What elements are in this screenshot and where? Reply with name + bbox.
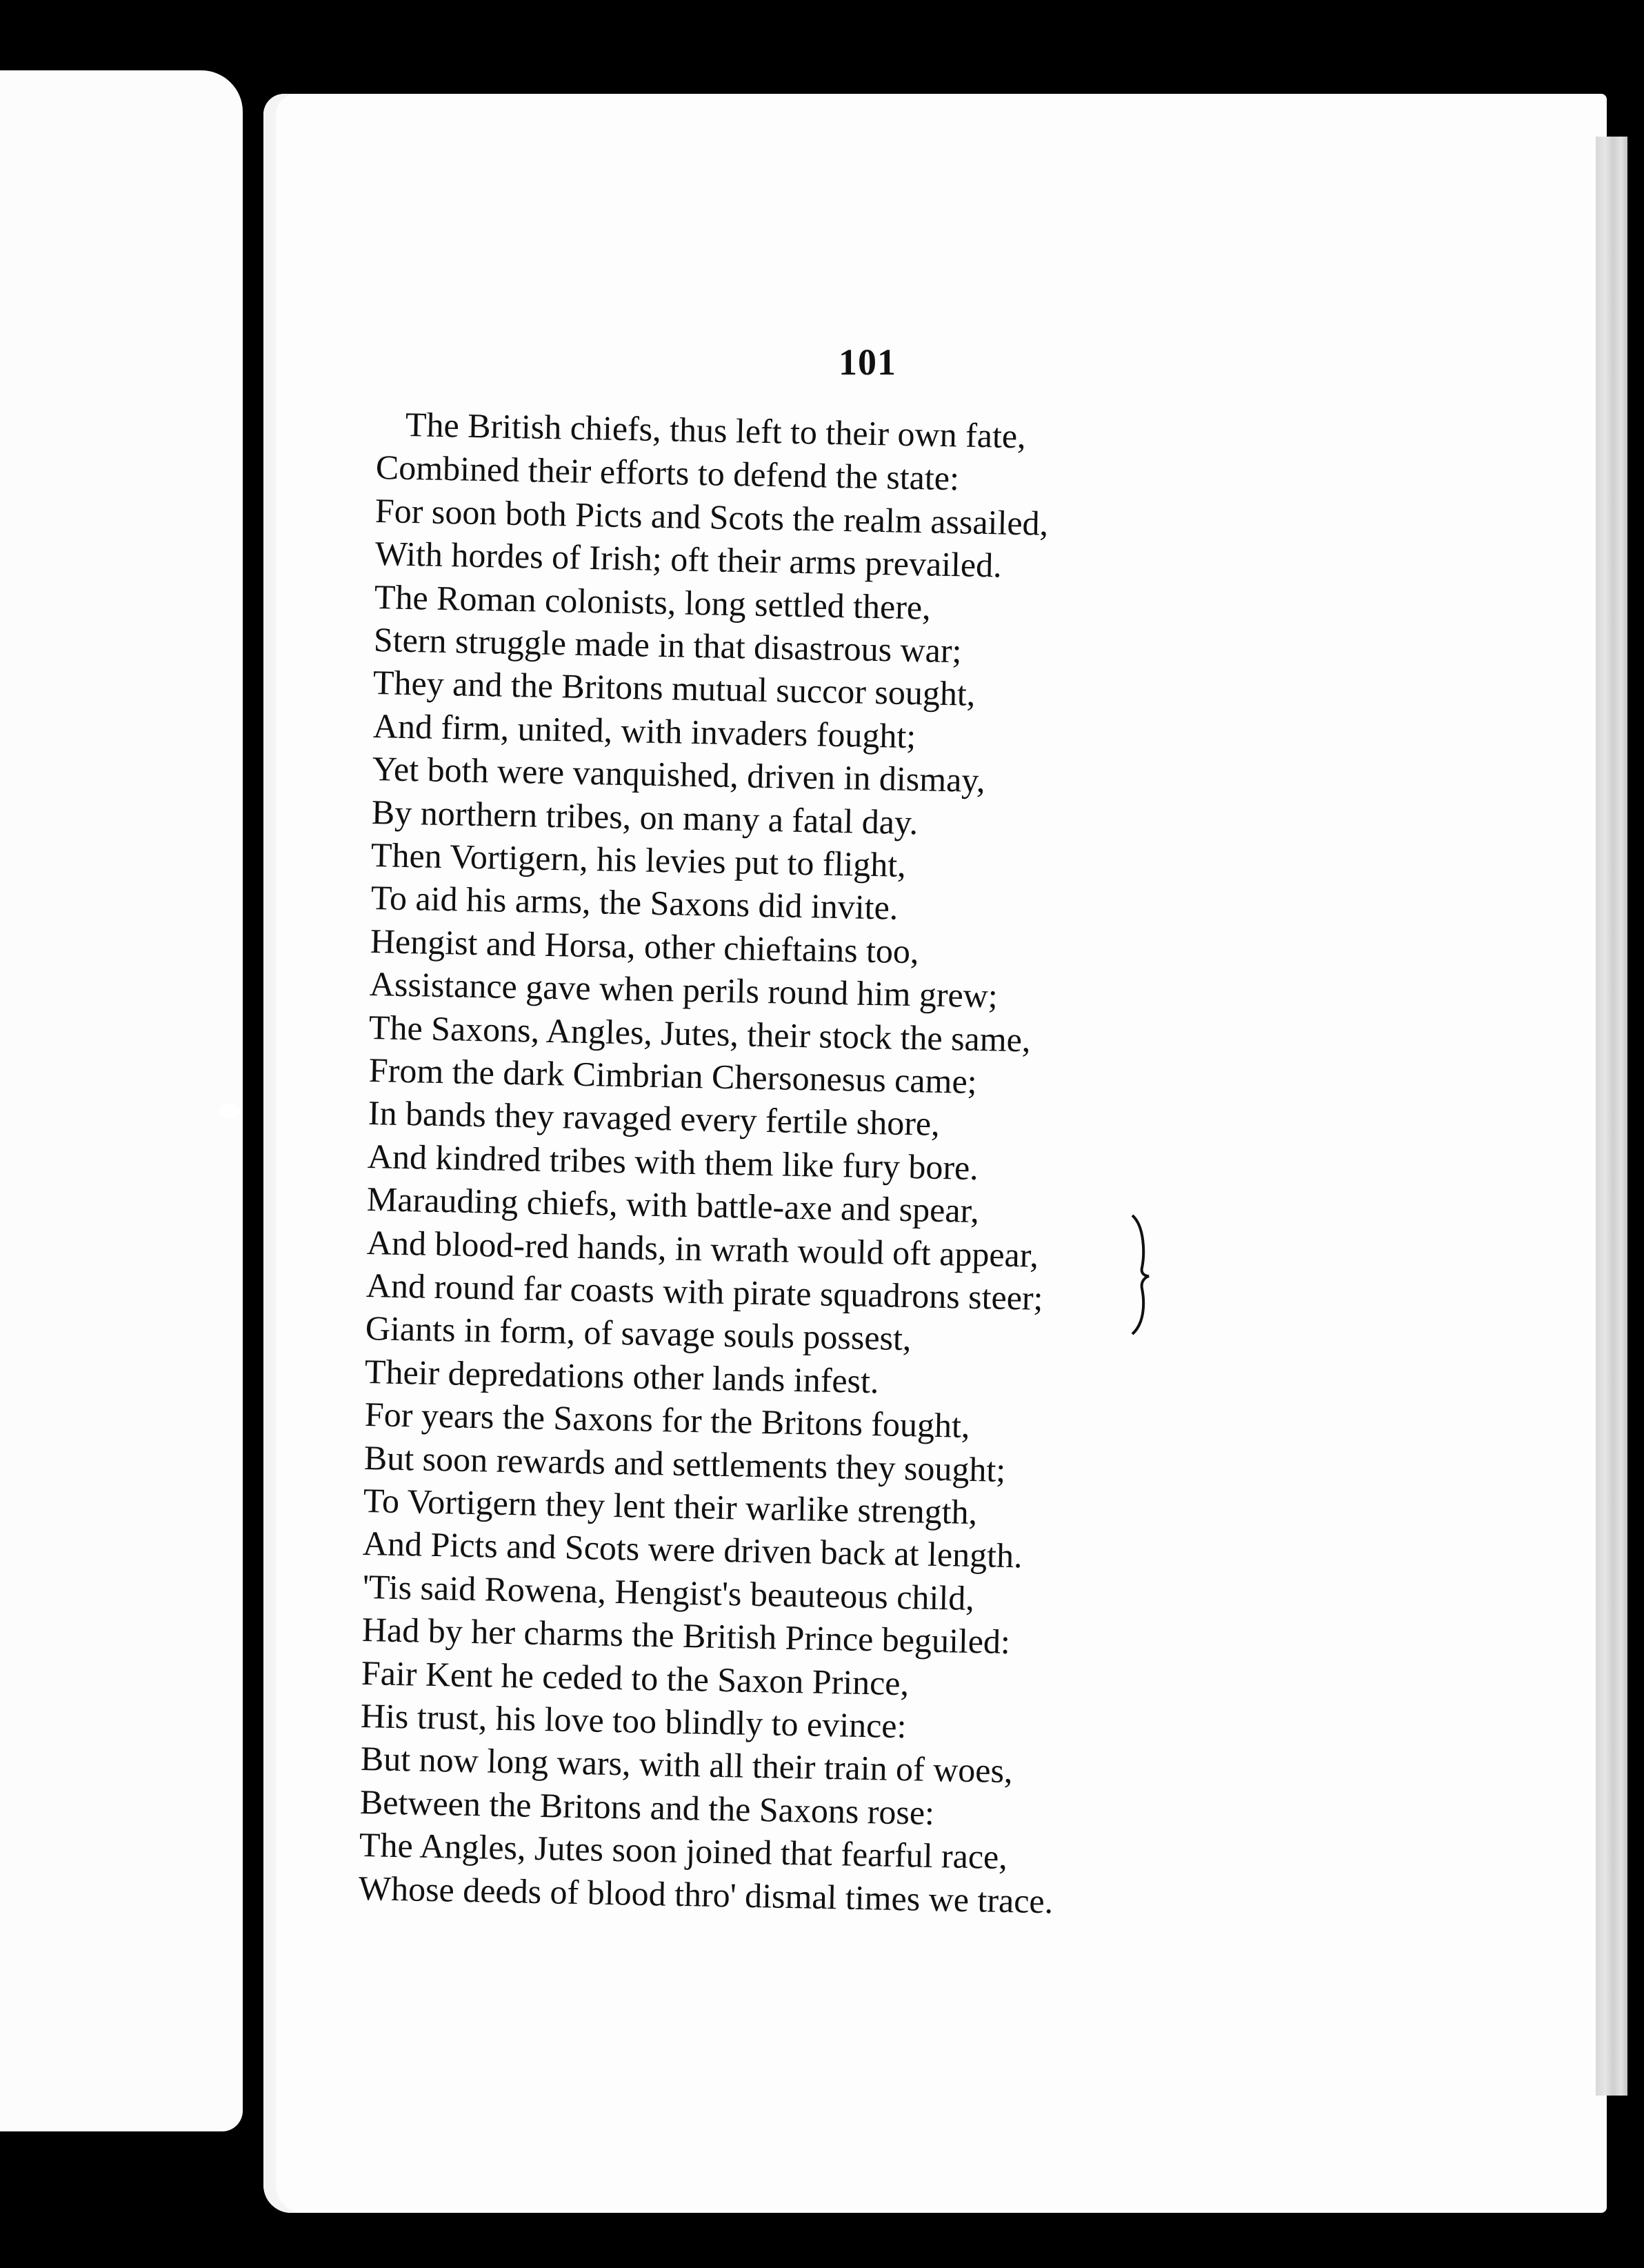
poem-line: The Angles, Jutes soon joined that fearful race, — [359, 1825, 1008, 1877]
facing-page-left — [0, 70, 243, 2131]
poem-line: Between the Britons and the Saxons rose: — [359, 1782, 935, 1832]
poem-line: 'Tis said Rowena, Hengist's beauteous child, — [362, 1567, 975, 1618]
poem-line: Whose deeds of blood thro' dismal times we trace. — [358, 1869, 1054, 1921]
poem-line: But soon rewards and settlements they sought; — [363, 1438, 1006, 1489]
poem-line: And Picts and Scots were driven back at length. — [362, 1524, 1023, 1575]
scan-speck — [219, 1104, 240, 1119]
page-edges — [1596, 137, 1627, 2096]
poem-line: Assistance gave when perils round him grew; — [369, 964, 999, 1015]
poem-line: The British chiefs, thus left to their own fate, — [405, 405, 1027, 456]
poem-line: The Saxons, Angles, Jutes, their stock the same, — [368, 1008, 1031, 1060]
poem-line: With hordes of Irish; oft their arms prevailed. — [374, 534, 1003, 585]
poem-line: And blood-red hands, in wrath would oft appear, — [366, 1223, 1039, 1275]
poem-line: For soon both Picts and Scots the realm assailed, — [374, 491, 1049, 543]
poem-line: From the dark Cimbrian Chersonesus came; — [368, 1051, 978, 1101]
poem-line: And firm, united, with invaders fought; — [372, 706, 916, 756]
poem-line: Had by her charms the British Prince beguiled: — [361, 1610, 1011, 1662]
poem-line: To Vortigern they lent their warlike strength, — [363, 1481, 978, 1532]
poem-line: Stern struggle made in that disastrous war; — [373, 620, 963, 670]
page-number: 101 — [839, 341, 896, 383]
poem-line: For years the Saxons for the Britons fought, — [364, 1395, 971, 1445]
poem-line: And round far coasts with pirate squadrons steer; — [365, 1266, 1044, 1317]
poem-line: Combined their efforts to defend the state: — [375, 448, 960, 498]
poem-line: Marauding chiefs, with battle-axe and spear, — [366, 1180, 980, 1231]
poem-line: His trust, his love too blindly to evince: — [360, 1696, 908, 1746]
poem-line: Yet both were vanquished, driven in dismay, — [372, 749, 986, 800]
poem-line: In bands they ravaged every fertile shore, — [368, 1093, 941, 1143]
poem-line: Then Vortigern, his levies put to flight, — [370, 835, 907, 884]
poem-line: By northern tribes, on many a fatal day. — [371, 793, 919, 842]
poem-line: The Roman colonists, long settled there, — [374, 577, 932, 627]
poem-line: And kindred tribes with them like fury bore. — [367, 1137, 979, 1188]
poem-line: Hengist and Horsa, other chieftains too, — [370, 922, 920, 971]
poem-line: They and the Britons mutual succor sought, — [372, 663, 976, 713]
poem-line: To aid his arms, the Saxons did invite. — [370, 878, 899, 927]
poem-line: Their depredations other lands infest. — [364, 1352, 880, 1401]
triplet-brace — [1127, 1213, 1154, 1337]
poem-line: But now long wars, with all their train of woes, — [360, 1739, 1014, 1791]
poem-line: Fair Kent he ceded to the Saxon Prince, — [361, 1653, 910, 1703]
poem-line: Giants in form, of savage souls possest, — [365, 1309, 912, 1358]
